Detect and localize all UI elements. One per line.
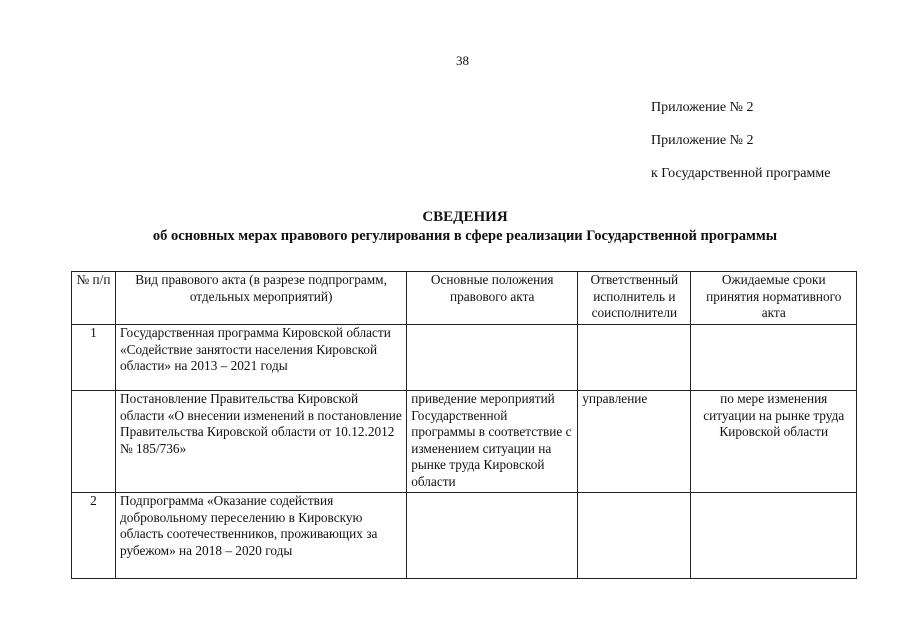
page-number: 38: [456, 53, 469, 68]
row-terms: по мере изменения ситуации на рынке труда Кировской области: [691, 391, 857, 493]
row-responsible: [578, 493, 691, 579]
row-act: Постановление Правительства Кировской области «О внесении изменений в постановление Правительства Кировской области от 10.12.2012 № 185/736»: [115, 391, 406, 493]
table-row: [72, 493, 857, 579]
row-num: 1: [72, 325, 116, 391]
regulation-table: [71, 271, 857, 579]
table-row: [72, 391, 857, 493]
appendix-line-2: Приложение № 2: [651, 133, 754, 148]
row-terms: [691, 493, 857, 579]
row-responsible: управление: [578, 391, 691, 493]
document-subtitle: об основных мерах правового регулирования в сфере реализации Государственной программы: [152, 228, 778, 244]
row-terms: [691, 325, 857, 391]
row-provisions: приведение мероприятий Государственной программы в соответствие с изменением ситуации на рынке труда Кировской области: [407, 391, 578, 493]
appendix-line-1: Приложение № 2: [651, 100, 754, 115]
table-row: [72, 325, 857, 391]
header-terms: Ожидаемые сроки принятия нормативного акта: [691, 272, 857, 325]
row-act: Подпрограмма «Оказание содействия добровольному переселению в Кировскую область соотечественников, проживающих за рубежом» на 2018 – 2020 годы: [115, 493, 406, 579]
header-responsible: Ответственный исполнитель и соисполнители: [578, 272, 691, 325]
header-provisions: Основные положения правового акта: [407, 272, 578, 325]
row-provisions: [407, 493, 578, 579]
appendix-line-3: к Государственной программе: [651, 166, 831, 181]
row-act: Государственная программа Кировской области «Содействие занятости населения Кировской области» на 2013 – 2021 годы: [115, 325, 406, 391]
table-header-row: [72, 272, 857, 325]
row-num: [72, 391, 116, 493]
row-num: 2: [72, 493, 116, 579]
document-title: СВЕДЕНИЯ: [422, 209, 508, 225]
row-responsible: [578, 325, 691, 391]
header-num: № п/п: [72, 272, 116, 325]
row-provisions: [407, 325, 578, 391]
header-act: Вид правового акта (в разрезе подпрограмм, отдельных мероприятий): [115, 272, 406, 325]
